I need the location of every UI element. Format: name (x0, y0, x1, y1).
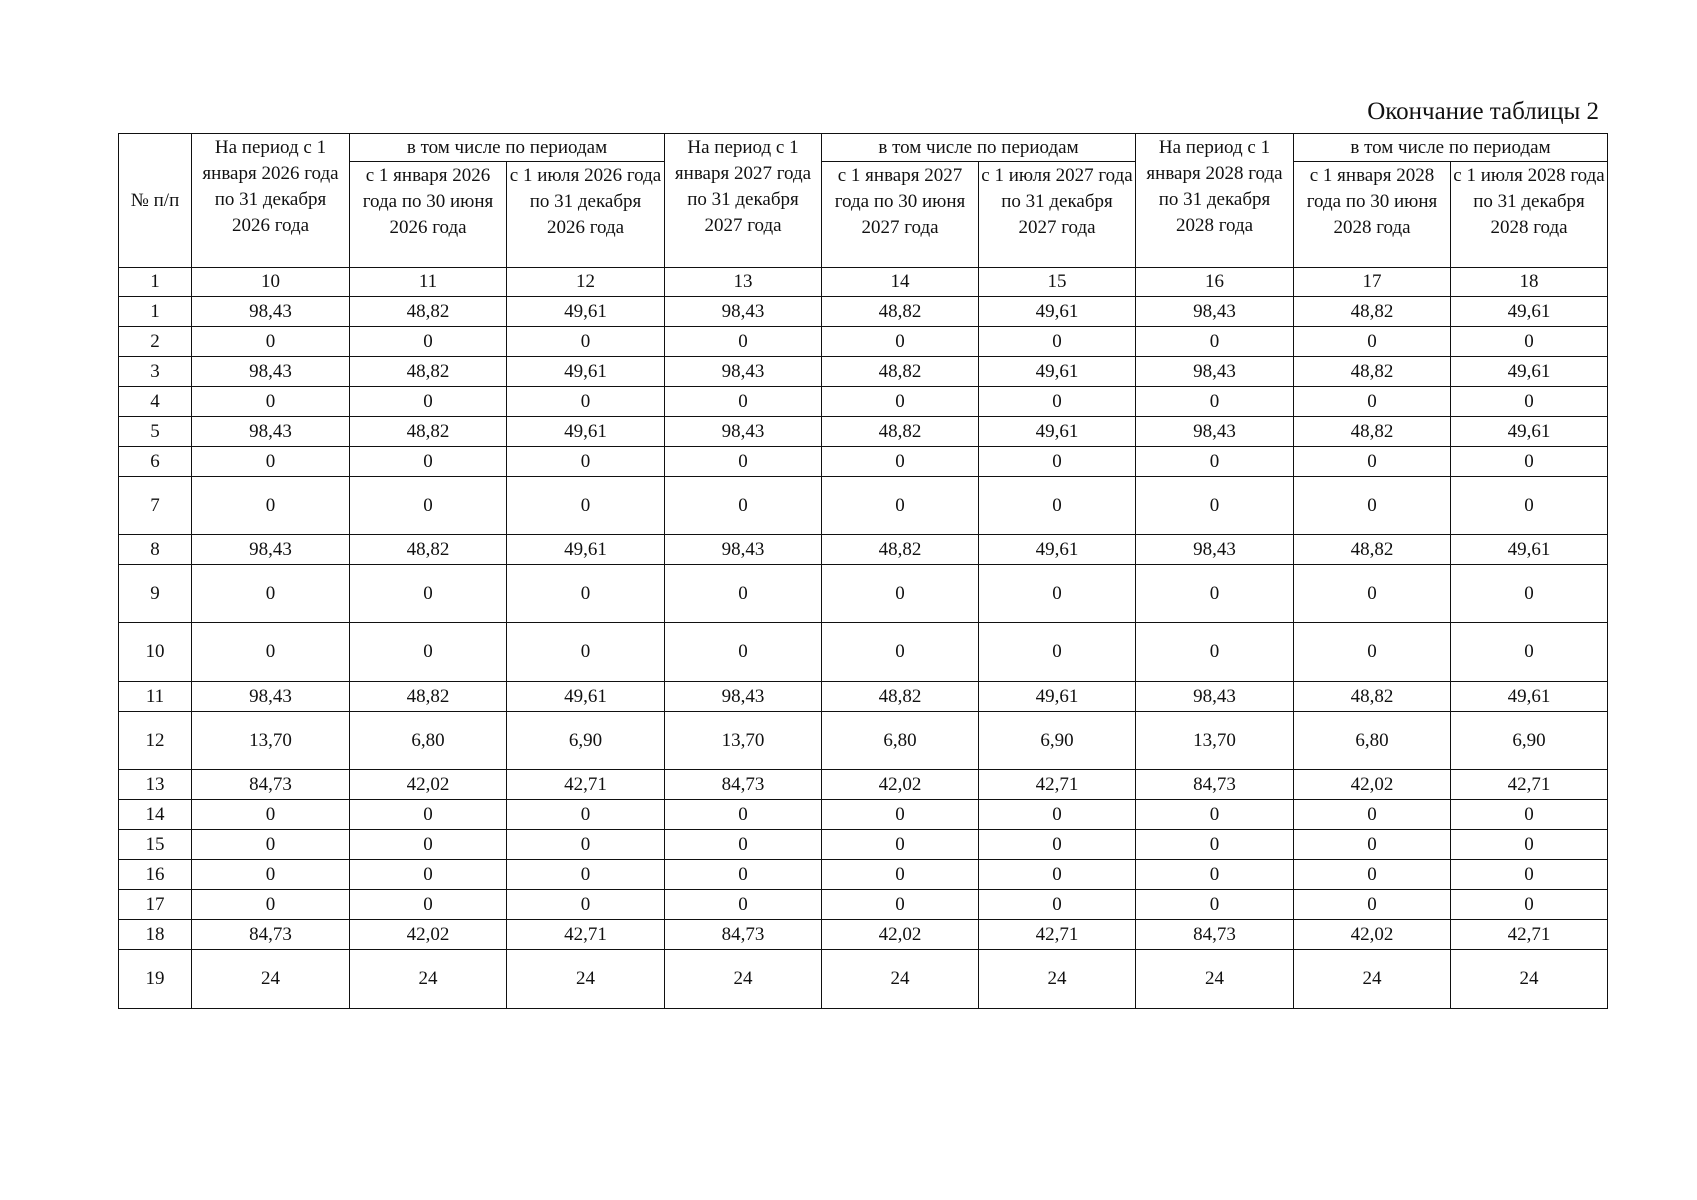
column-numbers-row (119, 268, 1608, 297)
value-cell: 0 (1294, 477, 1451, 535)
value-cell: 49,61 (507, 297, 665, 327)
value-cell: 49,61 (1451, 682, 1608, 712)
table-row (119, 447, 1608, 477)
value-cell: 49,61 (507, 357, 665, 387)
table-row (119, 682, 1608, 712)
value-cell: 0 (665, 327, 822, 357)
value-cell: 49,61 (1451, 417, 1608, 447)
value-cell: 0 (1136, 477, 1294, 535)
value-cell: 24 (192, 950, 350, 1009)
value-cell: 0 (822, 565, 979, 623)
value-cell: 0 (507, 327, 665, 357)
value-cell: 48,82 (1294, 417, 1451, 447)
value-cell: 0 (822, 447, 979, 477)
row-number-cell: 8 (119, 535, 192, 565)
data-table (118, 133, 1608, 1009)
row-number-cell: 3 (119, 357, 192, 387)
value-cell: 0 (350, 623, 507, 682)
value-cell: 98,43 (192, 682, 350, 712)
value-cell: 0 (665, 387, 822, 417)
header-group-2028: в том числе по периодам (1294, 134, 1608, 162)
value-cell: 6,90 (979, 712, 1136, 770)
value-cell: 0 (1136, 327, 1294, 357)
value-cell: 0 (507, 387, 665, 417)
value-cell: 48,82 (1294, 357, 1451, 387)
value-cell: 0 (350, 860, 507, 890)
value-cell: 84,73 (192, 770, 350, 800)
table-row (119, 920, 1608, 950)
value-cell: 0 (1136, 860, 1294, 890)
value-cell: 0 (822, 830, 979, 860)
value-cell: 0 (979, 800, 1136, 830)
value-cell: 0 (822, 387, 979, 417)
value-cell: 0 (1451, 387, 1608, 417)
value-cell: 0 (1451, 830, 1608, 860)
row-number-cell: 17 (119, 890, 192, 920)
row-number-cell: 7 (119, 477, 192, 535)
value-cell: 0 (507, 860, 665, 890)
value-cell: 24 (1294, 950, 1451, 1009)
value-cell: 48,82 (1294, 535, 1451, 565)
value-cell: 48,82 (350, 682, 507, 712)
value-cell: 0 (192, 830, 350, 860)
row-number-cell: 5 (119, 417, 192, 447)
column-number-cell: 10 (192, 268, 350, 297)
value-cell: 0 (822, 800, 979, 830)
row-number-cell: 18 (119, 920, 192, 950)
value-cell: 0 (1451, 800, 1608, 830)
table-row (119, 327, 1608, 357)
value-cell: 98,43 (665, 297, 822, 327)
column-number-cell: 11 (350, 268, 507, 297)
column-number-cell: 16 (1136, 268, 1294, 297)
value-cell: 0 (822, 890, 979, 920)
row-number-cell: 11 (119, 682, 192, 712)
row-number-cell: 19 (119, 950, 192, 1009)
value-cell: 0 (665, 890, 822, 920)
value-cell: 0 (1294, 890, 1451, 920)
value-cell: 24 (507, 950, 665, 1009)
value-cell: 42,71 (507, 920, 665, 950)
table-row (119, 357, 1608, 387)
value-cell: 49,61 (507, 682, 665, 712)
value-cell: 98,43 (192, 535, 350, 565)
value-cell: 0 (1294, 387, 1451, 417)
value-cell: 48,82 (350, 535, 507, 565)
value-cell: 0 (1136, 830, 1294, 860)
value-cell: 42,71 (979, 920, 1136, 950)
value-cell: 6,80 (350, 712, 507, 770)
value-cell: 0 (1294, 623, 1451, 682)
value-cell: 0 (507, 565, 665, 623)
value-cell: 48,82 (822, 297, 979, 327)
value-cell: 24 (665, 950, 822, 1009)
value-cell: 49,61 (1451, 535, 1608, 565)
value-cell: 0 (822, 327, 979, 357)
value-cell: 49,61 (507, 535, 665, 565)
value-cell: 0 (192, 477, 350, 535)
column-number-cell: 12 (507, 268, 665, 297)
value-cell: 13,70 (1136, 712, 1294, 770)
value-cell: 98,43 (665, 417, 822, 447)
value-cell: 48,82 (1294, 682, 1451, 712)
value-cell: 49,61 (979, 297, 1136, 327)
value-cell: 0 (1294, 800, 1451, 830)
value-cell: 0 (665, 447, 822, 477)
header-second-half-2028: с 1 июля 2028 года по 31 декабря 2028 года (1451, 162, 1608, 268)
value-cell: 0 (1451, 860, 1608, 890)
value-cell: 0 (350, 800, 507, 830)
value-cell: 0 (192, 565, 350, 623)
header-number-column: № п/п (119, 134, 192, 268)
value-cell: 0 (1136, 447, 1294, 477)
value-cell: 49,61 (979, 535, 1136, 565)
value-cell: 49,61 (1451, 297, 1608, 327)
value-cell: 0 (507, 447, 665, 477)
value-cell: 49,61 (979, 417, 1136, 447)
value-cell: 48,82 (822, 682, 979, 712)
value-cell: 0 (665, 565, 822, 623)
header-period-2028: На период с 1 января 2028 года по 31 декабря 2028 года (1136, 134, 1294, 268)
value-cell: 0 (192, 387, 350, 417)
value-cell: 24 (1136, 950, 1294, 1009)
value-cell: 6,80 (1294, 712, 1451, 770)
value-cell: 42,02 (350, 920, 507, 950)
value-cell: 98,43 (665, 535, 822, 565)
value-cell: 0 (979, 565, 1136, 623)
column-number-cell: 18 (1451, 268, 1608, 297)
value-cell: 0 (350, 327, 507, 357)
table-row (119, 770, 1608, 800)
column-number-cell: 1 (119, 268, 192, 297)
value-cell: 0 (1451, 890, 1608, 920)
value-cell: 0 (979, 477, 1136, 535)
value-cell: 42,71 (507, 770, 665, 800)
header-period-2027: На период с 1 января 2027 года по 31 декабря 2027 года (665, 134, 822, 268)
value-cell: 98,43 (192, 357, 350, 387)
table-row (119, 623, 1608, 682)
table-row (119, 860, 1608, 890)
value-cell: 0 (665, 623, 822, 682)
value-cell: 13,70 (192, 712, 350, 770)
value-cell: 0 (192, 327, 350, 357)
value-cell: 0 (192, 890, 350, 920)
header-first-half-2026: с 1 января 2026 года по 30 июня 2026 года (350, 162, 507, 268)
header-group-2027: в том числе по периодам (822, 134, 1136, 162)
value-cell: 98,43 (192, 417, 350, 447)
value-cell: 24 (822, 950, 979, 1009)
value-cell: 6,80 (822, 712, 979, 770)
table-row (119, 565, 1608, 623)
value-cell: 0 (1294, 447, 1451, 477)
table-row (119, 800, 1608, 830)
value-cell: 42,02 (350, 770, 507, 800)
value-cell: 48,82 (350, 417, 507, 447)
value-cell: 0 (350, 830, 507, 860)
value-cell: 84,73 (192, 920, 350, 950)
value-cell: 0 (979, 327, 1136, 357)
value-cell: 49,61 (1451, 357, 1608, 387)
value-cell: 0 (507, 830, 665, 860)
value-cell: 0 (665, 477, 822, 535)
value-cell: 42,71 (979, 770, 1136, 800)
value-cell: 0 (350, 565, 507, 623)
value-cell: 48,82 (1294, 297, 1451, 327)
value-cell: 0 (192, 800, 350, 830)
row-number-cell: 9 (119, 565, 192, 623)
value-cell: 98,43 (192, 297, 350, 327)
value-cell: 98,43 (1136, 357, 1294, 387)
table-row (119, 477, 1608, 535)
value-cell: 84,73 (1136, 770, 1294, 800)
value-cell: 42,02 (822, 770, 979, 800)
header-row-1 (119, 134, 1608, 162)
value-cell: 0 (665, 860, 822, 890)
header-second-half-2026: с 1 июля 2026 года по 31 декабря 2026 года (507, 162, 665, 268)
table-row (119, 535, 1608, 565)
value-cell: 0 (822, 477, 979, 535)
value-cell: 0 (822, 623, 979, 682)
row-number-cell: 1 (119, 297, 192, 327)
row-number-cell: 12 (119, 712, 192, 770)
value-cell: 98,43 (665, 682, 822, 712)
row-number-cell: 4 (119, 387, 192, 417)
value-cell: 0 (1451, 477, 1608, 535)
value-cell: 0 (1451, 447, 1608, 477)
value-cell: 98,43 (665, 357, 822, 387)
value-cell: 0 (507, 623, 665, 682)
row-number-cell: 10 (119, 623, 192, 682)
value-cell: 49,61 (979, 682, 1136, 712)
table-row (119, 417, 1608, 447)
value-cell: 0 (507, 800, 665, 830)
value-cell: 42,71 (1451, 920, 1608, 950)
table-body (119, 268, 1608, 1009)
value-cell: 24 (350, 950, 507, 1009)
table-row (119, 712, 1608, 770)
value-cell: 0 (350, 387, 507, 417)
value-cell: 0 (1136, 890, 1294, 920)
value-cell: 84,73 (665, 770, 822, 800)
value-cell: 0 (1136, 565, 1294, 623)
header-period-2026: На период с 1 января 2026 года по 31 декабря 2026 года (192, 134, 350, 268)
value-cell: 0 (350, 890, 507, 920)
value-cell: 0 (1136, 800, 1294, 830)
header-first-half-2028: с 1 января 2028 года по 30 июня 2028 года (1294, 162, 1451, 268)
value-cell: 49,61 (979, 357, 1136, 387)
column-number-cell: 14 (822, 268, 979, 297)
row-number-cell: 14 (119, 800, 192, 830)
column-number-cell: 13 (665, 268, 822, 297)
row-number-cell: 15 (119, 830, 192, 860)
header-first-half-2027: с 1 января 2027 года по 30 июня 2027 года (822, 162, 979, 268)
value-cell: 24 (979, 950, 1136, 1009)
row-number-cell: 13 (119, 770, 192, 800)
value-cell: 42,02 (822, 920, 979, 950)
value-cell: 0 (822, 860, 979, 890)
value-cell: 48,82 (350, 357, 507, 387)
row-number-cell: 2 (119, 327, 192, 357)
value-cell: 24 (1451, 950, 1608, 1009)
value-cell: 0 (192, 860, 350, 890)
column-number-cell: 15 (979, 268, 1136, 297)
value-cell: 98,43 (1136, 417, 1294, 447)
value-cell: 0 (192, 447, 350, 477)
value-cell: 98,43 (1136, 297, 1294, 327)
value-cell: 0 (350, 447, 507, 477)
value-cell: 6,90 (1451, 712, 1608, 770)
value-cell: 0 (192, 623, 350, 682)
value-cell: 0 (1451, 327, 1608, 357)
value-cell: 98,43 (1136, 682, 1294, 712)
value-cell: 0 (1136, 623, 1294, 682)
value-cell: 84,73 (665, 920, 822, 950)
table-row (119, 830, 1608, 860)
table-caption: Окончание таблицы 2 (1367, 98, 1599, 125)
table-row (119, 950, 1608, 1009)
value-cell: 0 (1294, 565, 1451, 623)
table-row (119, 297, 1608, 327)
header-group-2026: в том числе по периодам (350, 134, 665, 162)
value-cell: 0 (665, 800, 822, 830)
table-row (119, 890, 1608, 920)
value-cell: 84,73 (1136, 920, 1294, 950)
value-cell: 0 (350, 477, 507, 535)
value-cell: 49,61 (507, 417, 665, 447)
header-second-half-2027: с 1 июля 2027 года по 31 декабря 2027 года (979, 162, 1136, 268)
value-cell: 0 (979, 387, 1136, 417)
value-cell: 48,82 (350, 297, 507, 327)
value-cell: 42,02 (1294, 920, 1451, 950)
value-cell: 0 (1136, 387, 1294, 417)
value-cell: 42,02 (1294, 770, 1451, 800)
table-row (119, 387, 1608, 417)
value-cell: 0 (979, 890, 1136, 920)
value-cell: 0 (979, 447, 1136, 477)
value-cell: 0 (1294, 327, 1451, 357)
value-cell: 98,43 (1136, 535, 1294, 565)
row-number-cell: 16 (119, 860, 192, 890)
column-number-cell: 17 (1294, 268, 1451, 297)
value-cell: 42,71 (1451, 770, 1608, 800)
value-cell: 0 (1451, 565, 1608, 623)
value-cell: 0 (507, 477, 665, 535)
row-number-cell: 6 (119, 447, 192, 477)
value-cell: 0 (979, 860, 1136, 890)
value-cell: 0 (1294, 860, 1451, 890)
value-cell: 0 (979, 830, 1136, 860)
value-cell: 6,90 (507, 712, 665, 770)
value-cell: 48,82 (822, 417, 979, 447)
value-cell: 0 (979, 623, 1136, 682)
value-cell: 0 (665, 830, 822, 860)
value-cell: 13,70 (665, 712, 822, 770)
value-cell: 0 (1294, 830, 1451, 860)
value-cell: 48,82 (822, 357, 979, 387)
value-cell: 48,82 (822, 535, 979, 565)
value-cell: 0 (507, 890, 665, 920)
value-cell: 0 (1451, 623, 1608, 682)
